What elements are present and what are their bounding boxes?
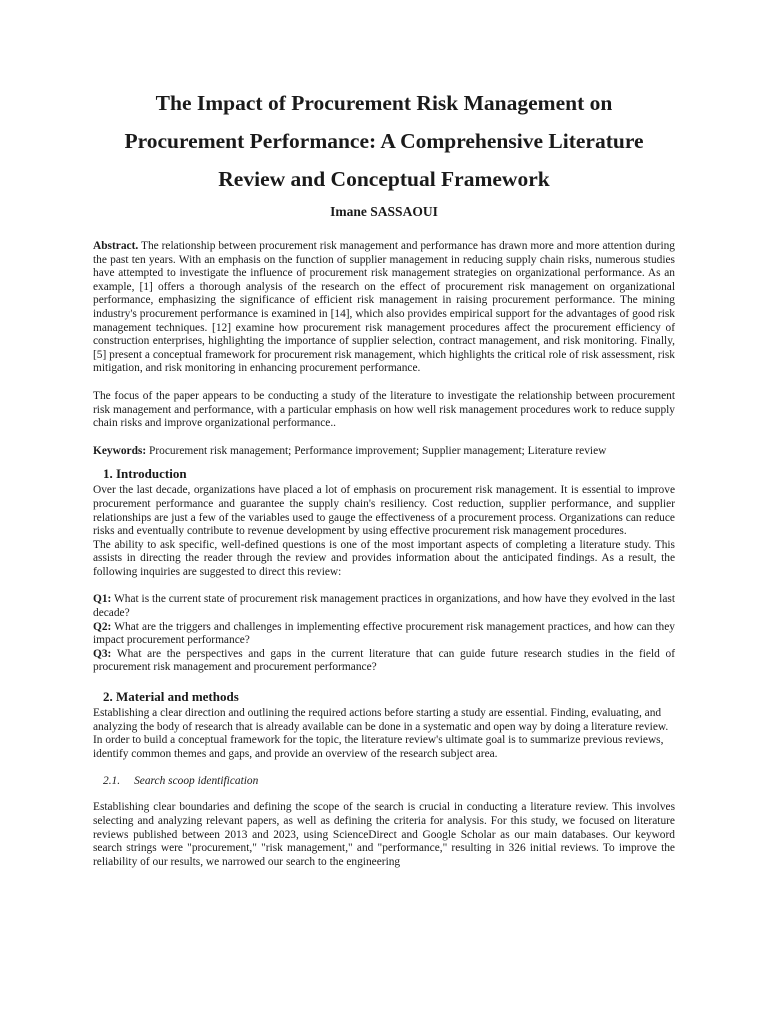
section-2-heading: 2. Material and methods xyxy=(103,689,239,705)
subsection-title: Search scoop identification xyxy=(134,775,259,788)
keywords-text: Procurement risk management; Performance improvement; Supplier management; Literature review xyxy=(146,444,607,457)
introduction-paragraph-1: Over the last decade, organizations have placed a lot of emphasis on procurement risk management. It is essential to improve procurement performance and guarantee the supply chain's resiliency. Cost reduction, supplier performance, and supplier relationships are just a few of the variables used to gauge the effectiveness of a procurement process. Organizations can reduce risks and eventually contribute to revenue development by using effective procurement risk management procedures. xyxy=(93,484,675,538)
question-1 xyxy=(93,593,675,620)
question-2-text: What are the triggers and challenges in implementing effective procurement risk management practices, and how can they impact procurement performance? xyxy=(93,620,675,647)
paper-title xyxy=(93,84,675,198)
research-questions xyxy=(93,593,675,675)
abstract-label: Abstract. xyxy=(93,240,139,252)
methods-paragraph-1: Establishing a clear direction and outlining the required actions before starting a study are essential. Finding, evaluating, and analyzing the body of research that is already available can be done in a systematic and open way by doing a literature review. In order to build a conceptual framework for the topic, the literature review's ultimate goal is to summarize previous reviews, identify common themes and gaps, and provide an overview of the research subject area. xyxy=(93,707,669,760)
abstract-focus: The focus of the paper appears to be conducting a study of the literature to investigate the relationship between procurement risk management and performance, with a particular emphasis on how well risk management procedures work to reduce supply chain risks and improve organizational performance.. xyxy=(93,389,675,430)
title-line-2: Procurement Performance: A Comprehensive Literature xyxy=(124,129,644,153)
question-1-label: Q1: xyxy=(93,593,112,606)
abstract xyxy=(93,240,675,376)
question-1-text: What is the current state of procurement risk management practices in organizations, and how have they evolved in the last decade? xyxy=(93,593,675,620)
introduction-paragraph-2: The ability to ask specific, well-defined questions is one of the most important aspects of completing a literature study. This assists in directing the reader through the review and provides information about the anticipated findings. As a result, the following inquiries are suggested to direct this review: xyxy=(93,538,675,578)
question-3-label: Q3: xyxy=(93,647,112,660)
section-1-heading: 1. Introduction xyxy=(103,466,187,482)
question-2 xyxy=(93,621,675,648)
keywords-label: Keywords: xyxy=(93,444,147,457)
paper-page xyxy=(93,84,675,869)
author-name: Imane SASSAOUI xyxy=(330,204,438,219)
title-line-1: The Impact of Procurement Risk Management on xyxy=(155,91,613,115)
subsection-number: 2.1. xyxy=(103,775,121,788)
methods-paragraph-2: Establishing clear boundaries and defining the scope of the search is crucial in conducting a literature review. This involves selecting and analyzing relevant papers, as well as defining the criteria for analysis. For this study, we focused on literature reviews published between 2013 and 2023, using ScienceDirect and Google Scholar as our main databases. Our keyword search strings were "procurement," "risk management," and "performance," resulting in 326 initial reviews. To improve the reliability of our results, we narrowed our search to the engineering xyxy=(93,801,675,868)
keywords xyxy=(93,445,675,459)
question-3 xyxy=(93,648,675,675)
title-line-3: Review and Conceptual Framework xyxy=(218,167,550,191)
question-2-label: Q2: xyxy=(93,620,112,633)
abstract-text: The relationship between procurement risk management and performance has drawn more and more attention during the past ten years. With an emphasis on the function of supplier management in reducing supply chain risks, numerous studies have attempted to investigate the influence of procurement risk management strategies on organizational performance. As an example, [1] offers a thorough analysis of the research on the effect of procurement risk management on organizational performance, emphasizing the significance of efficient risk management in raising procurement performance. The mining industry's procurement performance is examined in [14], which also provides empirical support for the advantages of good risk management techniques. [12] examine how procurement risk management procedures affect the procurement efficiency of construction enterprises, highlighting the importance of supplier selection, contract management, and risk monitoring. Finally, [5] present a conceptual framework for procurement risk management, which highlights the critical role of risk assessment, risk mitigation, and risk monitoring in enhancing procurement performance. xyxy=(93,240,675,375)
subsection-2-1-heading xyxy=(103,775,675,787)
question-3-text: What are the perspectives and gaps in the current literature that can guide future research studies in the field of procurement risk management and procurement performance? xyxy=(93,647,675,674)
